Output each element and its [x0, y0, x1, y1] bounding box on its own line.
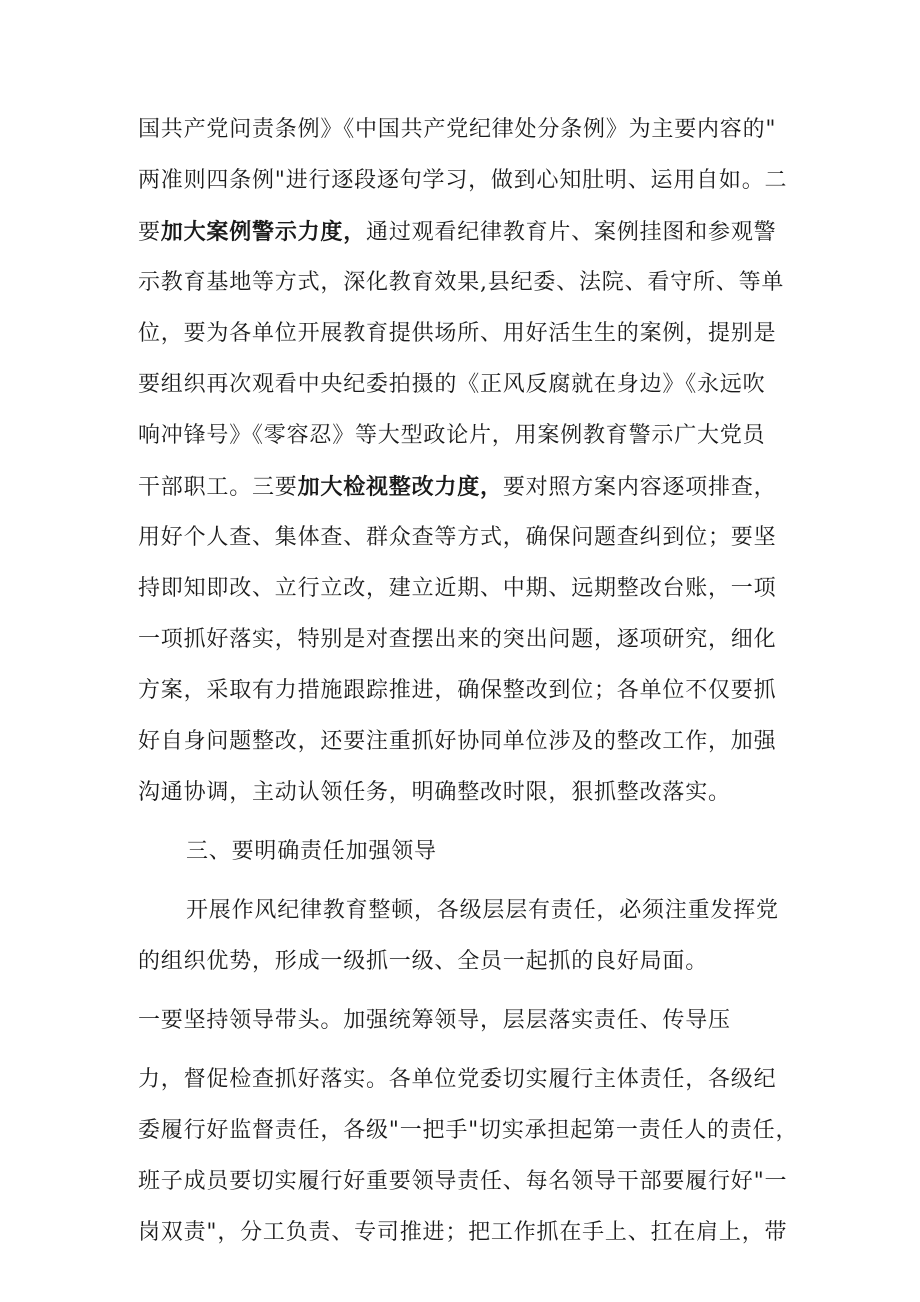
paragraph-line: 岗双责"，分工负责、专司推进；把工作抓在手上、扛在肩上，带 — [138, 1220, 788, 1245]
paragraph-line: 响冲锋号》《零容忍》等大型政论片，用案例教育警示广大党员 — [138, 423, 766, 448]
line-text: 通过观看纪律教育片、案例挂图和参观警 — [366, 220, 777, 245]
paragraph-line: 委履行好监督责任，各级"一把手"切实承担起第一责任人的责任， — [138, 1118, 799, 1143]
paragraph-line: 国共产党问责条例》《中国共产党纪律处分条例》为主要内容的" — [138, 117, 777, 142]
paragraph-line: 力，督促检查抓好落实。各单位党委切实履行主体责任，各级纪 — [138, 1067, 777, 1092]
line-text: 要对照方案内容逐项排查， — [502, 475, 777, 500]
paragraph-line: 持即知即改、立行立改，建立近期、中期、远期整改台账，一项 — [138, 576, 777, 601]
paragraph-line: 方案，采取有力措施跟踪推进，确保整改到位；各单位不仅要抓 — [138, 678, 777, 703]
paragraph-line: 一要坚持领导带头。加强统筹领导，层层落实责任、传导压 — [138, 1008, 731, 1033]
paragraph-line: 用好个人查、集体查、群众查等方式，确保问题查纠到位；要坚 — [138, 525, 777, 550]
paragraph-line: 要组织再次观看中央纪委拍摄的《正风反腐就在身边》《永远吹 — [138, 372, 766, 397]
bold-heading-text: 加大检视整改力度， — [297, 474, 503, 500]
paragraph-line: 沟通协调，主动认领任务，明确整改时限，狠抓整改落实。 — [138, 780, 731, 805]
paragraph-line: 班子成员要切实履行好重要领导责任、每名领导干部要履行好"一 — [138, 1169, 788, 1194]
line-text: 要 — [138, 220, 161, 245]
section-heading: 三、要明确责任加强领导 — [186, 839, 437, 864]
paragraph-line: 一项抓好落实，特别是对查摆出来的突出问题，逐项研究，细化 — [138, 627, 777, 652]
paragraph-line — [138, 218, 790, 247]
paragraph-line: 位，要为各单位开展教育提供场所、用好活生生的案例，提别是 — [138, 321, 777, 346]
paragraph-line: 示教育基地等方式，深化教育效果,县纪委、法院、看守所、等单 — [138, 270, 785, 295]
paragraph-line: 的组织优势，形成一级抓一级、全员一起抓的良好局面。 — [138, 949, 709, 974]
paragraph-line: 好自身问题整改，还要注重抓好协同单位涉及的整改工作，加强 — [138, 729, 777, 754]
paragraph-line — [138, 473, 790, 502]
bold-heading-text: 加大案例警示力度， — [160, 219, 367, 245]
paragraph-line: 开展作风纪律教育整顿，各级层层有责任，必须注重发挥党 — [186, 898, 779, 923]
line-text: 干部职工。三要 — [138, 475, 298, 500]
paragraph-line: 两准则四条例"进行逐段逐句学习，做到心知肚明、运用自如。二 — [138, 168, 788, 193]
